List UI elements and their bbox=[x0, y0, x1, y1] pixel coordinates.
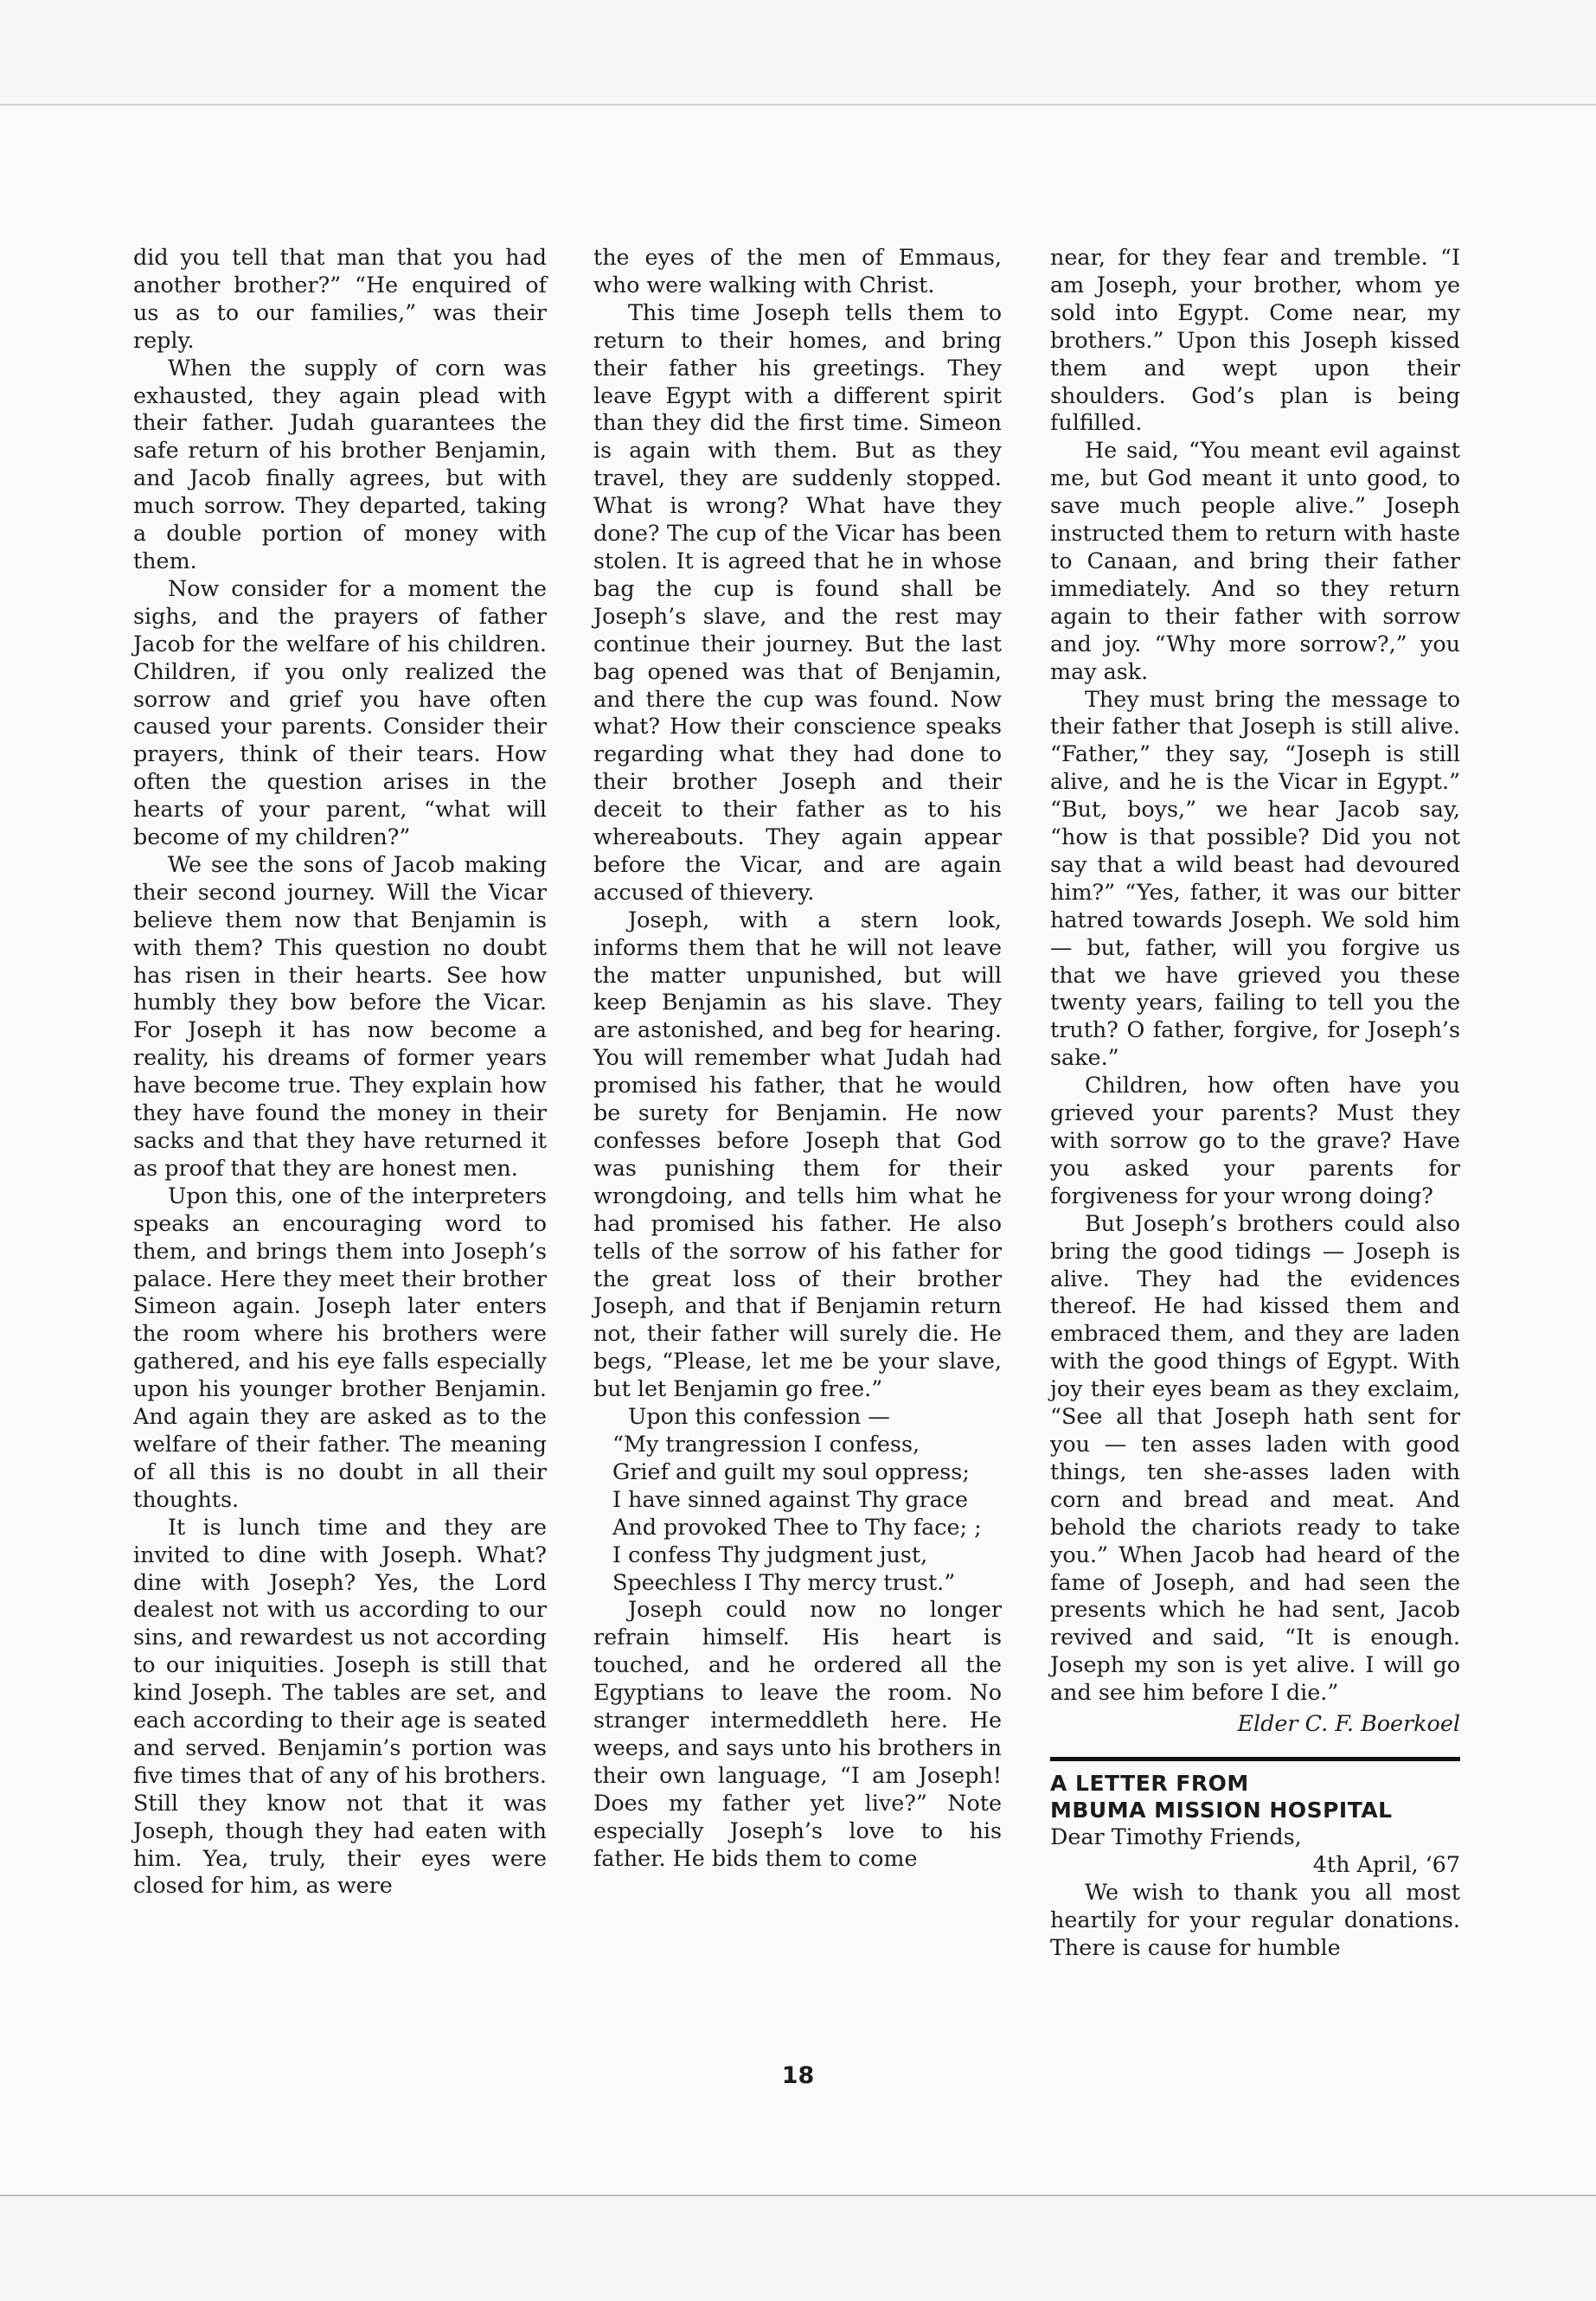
verse-line: I confess Thy judgment just, bbox=[612, 1541, 928, 1567]
page-number: 18 bbox=[781, 2062, 815, 2089]
paragraph: the eyes of the men of Emmaus, who were walking with Christ. bbox=[593, 244, 1002, 298]
paragraph: This time Joseph tells them to return to their homes, and bring their father his greetings. They leave Egypt with a different spirit than they did the first time. Simeon is again with them. But as they travel, they are suddenly stopped. What is wrong? What have they done? The cup of the Vicar has been stolen. It is agreed that he in whose bag the cup is found shall be Joseph’s slave, and the rest may continue their journey. But the last bag opened was that of Benjamin, and there the cup was found. Now what? How their conscience speaks regarding what they had done to their brother Joseph and their deceit to their father as to his whereabouts. They again appear before the Vicar, and are again accused of thievery. bbox=[593, 298, 1002, 905]
letter-heading-line-1: A LETTER FROM bbox=[1050, 1770, 1249, 1796]
verse-line: “My trangression I confess, bbox=[612, 1430, 920, 1457]
paragraph: Joseph could now no longer refrain himself. His heart is touched, and he ordered all the Egyptians to leave the room. No stranger intermeddleth here. He weeps, and says unto his brothers in their own language, “I am Joseph! Does my father yet live?” Note especially Joseph’s love to his father. He bids them to come bbox=[593, 1596, 1002, 1871]
verse-intro: Upon this confession — bbox=[628, 1403, 890, 1430]
letter-heading-line-2: MBUMA MISSION HOSPITAL bbox=[1050, 1797, 1393, 1823]
letter-body: We wish to thank you all most heartily for your regular donations. There is cause for humble bbox=[1050, 1878, 1460, 1960]
paragraph: It is lunch time and they are invited to dine with Joseph. What? dine with Joseph? Yes, the Lord dealest not with us according to our sins, and rewardest us not according to our iniquities. Joseph is still that kind Joseph. The tables are set, and each according to their age is seated and served. Benjamin’s portion was five times that of any of his brothers. Still they know not that it was Joseph, though they had eaten with him. Yea, truly, their eyes were closed for him, as were bbox=[133, 1513, 547, 1899]
paragraph: Now consider for a moment the sighs, and the prayers of father Jacob for the welfare of his children. Children, if you only realized the sorrow and grief you have often caused your parents. Consider their prayers, think of their tears. How often the question arises in the hearts of your parent, “what will become of my children?” bbox=[133, 574, 547, 850]
article-column-1 bbox=[133, 244, 547, 1900]
article-column-3 bbox=[1050, 244, 1460, 1961]
verse-line: I have sinned against Thy grace bbox=[612, 1485, 969, 1512]
paragraph: When the supply of corn was exhausted, they again plead with their father. Judah guarantees the safe return of his brother Benjamin, and Jacob finally agrees, but with much sorrow. They departed, taking a double portion of money with them. bbox=[133, 354, 547, 574]
verse-line: Grief and guilt my soul oppress; bbox=[612, 1458, 970, 1484]
author-signature: Elder C. F. Boerkoel bbox=[1237, 1710, 1460, 1737]
paragraph: Upon this, one of the interpreters speaks an encouraging word to them, and brings them into Joseph’s palace. Here they meet their brother Simeon again. Joseph later enters the room where his brothers were gathered, and his eye falls especially upon his younger brother Benjamin. And again they are asked as to the welfare of their father. The meaning of all this is no doubt in all their thoughts. bbox=[133, 1182, 547, 1512]
paragraph: They must bring the message to their father that Joseph is still alive. “Father,” they say, “Joseph is still alive, and he is the Vicar in Egypt.” “But, boys,” we hear Jacob say, “how is that possible? Did you not say that a wild beast had devoured him?” “Yes, father, it was our bitter hatred towards Joseph. We sold him — but, father, will you forgive us that we have grieved you these twenty years, failing to tell you the truth? O father, forgive, for Joseph’s sake.” bbox=[1050, 685, 1460, 1071]
paragraph: But Joseph’s brothers could also bring the good tidings — Joseph is alive. They had the evidences thereof. He had kissed them and embraced them, and they are laden with the good things of Egypt. With joy their eyes beam as they exclaim, “See all that Joseph hath sent for you — ten asses laden with good things, ten she-asses laden with corn and bread and meat. And behold the chariots ready to take you.” When Jacob had heard of the fame of Joseph, and had seen the presents which he had sent, Jacob revived and said, “It is enough. Joseph my son is yet alive. I will go and see him before I die.” bbox=[1050, 1209, 1460, 1706]
article-column-2 bbox=[593, 244, 1002, 1872]
verse-line: And provoked Thee to Thy face; ; bbox=[612, 1513, 982, 1540]
paragraph: We see the sons of Jacob making their second journey. Will the Vicar believe them now that Benjamin is with them? This question no doubt has risen in their hearts. See how humbly they bow before the Vicar. For Joseph it has now become a reality, his dreams of former years have become true. They explain how they have found the money in their sacks and that they have returned it as proof that they are honest men. bbox=[133, 850, 547, 1181]
section-divider bbox=[1050, 1757, 1460, 1761]
paragraph: near, for they fear and tremble. “I am Joseph, your brother, whom ye sold into Egypt. Come near, my brothers.” Upon this Joseph kissed them and wept upon their shoulders. God’s plan is being fulfilled. bbox=[1050, 244, 1460, 436]
letter-date: 4th April, ‘67 bbox=[1312, 1850, 1460, 1877]
hymn-verse bbox=[593, 1403, 1002, 1596]
paragraph: Children, how often have you grieved your parents? Must they with sorrow go to the grave? Have you asked your parents for forgiveness for your wrong doing? bbox=[1050, 1072, 1460, 1208]
paragraph: did you tell that man that you had another brother?” “He enquired of us as to our families,” was their reply. bbox=[133, 244, 547, 353]
paragraph: He said, “You meant evil against me, but God meant it unto good, to save much people alive.” Joseph instructed them to return with haste to Canaan, and bring their father immediately. And so they return again to their father with sorrow and joy. “Why more sorrow?,” you may ask. bbox=[1050, 437, 1460, 684]
letter-heading bbox=[1050, 1770, 1460, 1823]
letter-salutation: Dear Timothy Friends, bbox=[1050, 1823, 1302, 1849]
verse-line: Speechless I Thy mercy trust.” bbox=[612, 1568, 956, 1595]
paragraph: Joseph, with a stern look, informs them that he will not leave the matter unpunished, but will keep Benjamin as his slave. They are astonished, and beg for hearing. You will remember what Judah had promised his father, that he would be surety for Benjamin. He now confesses before Joseph that God was punishing them for their wrongdoing, and tells him what he had promised his father. He also tells of the sorrow of his father for the great loss of their brother Joseph, and that if Benjamin return not, their father will surely die. He begs, “Please, let me be your slave, but let Benjamin go free.” bbox=[593, 906, 1002, 1402]
